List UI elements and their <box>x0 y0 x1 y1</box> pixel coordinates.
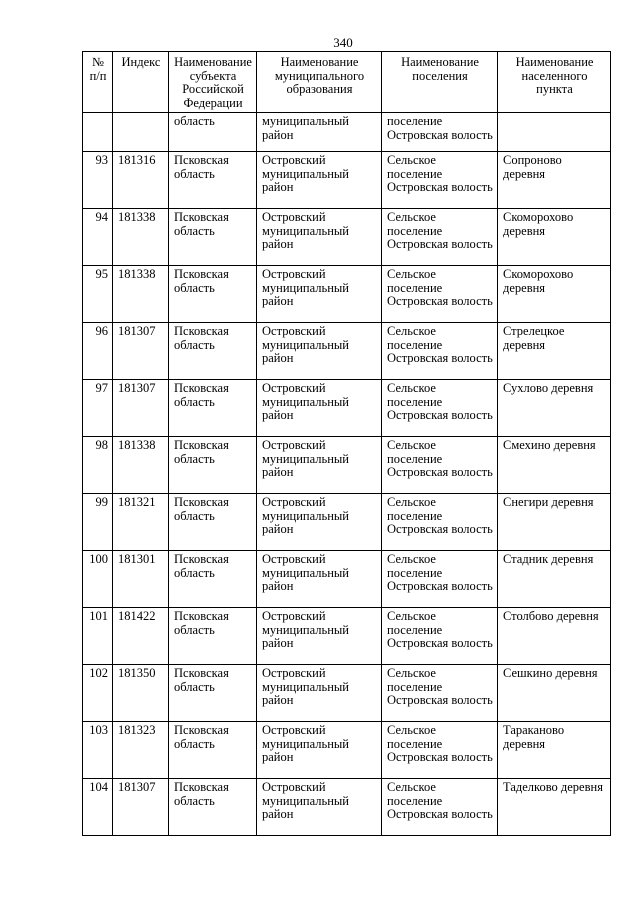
cell-settlement: Сельское поселение Островская волость <box>382 494 498 551</box>
cell-subject: область <box>169 113 257 152</box>
cell-index: 181422 <box>113 608 169 665</box>
table-row <box>83 437 611 494</box>
cell-subject: Псковская область <box>169 494 257 551</box>
cell-settlement: Сельское поселение Островская волость <box>382 665 498 722</box>
cell-number: 96 <box>83 323 113 380</box>
cell-settlement: поселение Островская волость <box>382 113 498 152</box>
cell-number: 101 <box>83 608 113 665</box>
cell-locality: Столбово деревня <box>498 608 611 665</box>
cell-subject: Псковская область <box>169 152 257 209</box>
cell-number: 103 <box>83 722 113 779</box>
cell-subject: Псковская область <box>169 608 257 665</box>
cell-index <box>113 113 169 152</box>
cell-index: 181338 <box>113 266 169 323</box>
cell-subject: Псковская область <box>169 779 257 836</box>
table-row <box>83 266 611 323</box>
cell-municipal: Островский муниципальный район <box>257 209 382 266</box>
cell-settlement: Сельское поселение Островская волость <box>382 608 498 665</box>
header-index: Индекс <box>113 52 169 113</box>
cell-number: 98 <box>83 437 113 494</box>
cell-municipal: Островский муниципальный район <box>257 437 382 494</box>
table-header-row <box>83 52 611 113</box>
cell-municipal: Островский муниципальный район <box>257 152 382 209</box>
cell-municipal: Островский муниципальный район <box>257 722 382 779</box>
cell-locality: Снегири деревня <box>498 494 611 551</box>
cell-settlement: Сельское поселение Островская волость <box>382 722 498 779</box>
cell-number: 95 <box>83 266 113 323</box>
cell-locality <box>498 113 611 152</box>
header-locality: Наименование населенного пункта <box>498 52 611 113</box>
cell-locality: Стрелецкое деревня <box>498 323 611 380</box>
cell-index: 181350 <box>113 665 169 722</box>
table-row <box>83 608 611 665</box>
cell-subject: Псковская область <box>169 209 257 266</box>
cell-subject: Псковская область <box>169 323 257 380</box>
cell-municipal: Островский муниципальный район <box>257 380 382 437</box>
cell-locality: Сопроново деревня <box>498 152 611 209</box>
header-municipal: Наименование муниципального образования <box>257 52 382 113</box>
cell-municipal: Островский муниципальный район <box>257 608 382 665</box>
cell-index: 181316 <box>113 152 169 209</box>
cell-locality: Смехино деревня <box>498 437 611 494</box>
cell-locality: Тараканово деревня <box>498 722 611 779</box>
cell-number: 99 <box>83 494 113 551</box>
cell-number <box>83 113 113 152</box>
cell-index: 181323 <box>113 722 169 779</box>
cell-subject: Псковская область <box>169 551 257 608</box>
settlements-table <box>82 51 611 836</box>
page-number: 340 <box>333 35 353 50</box>
table-row <box>83 722 611 779</box>
table-row <box>83 323 611 380</box>
cell-subject: Псковская область <box>169 437 257 494</box>
cell-number: 93 <box>83 152 113 209</box>
cell-index: 181307 <box>113 380 169 437</box>
cell-municipal: Островский муниципальный район <box>257 551 382 608</box>
header-number: № п/п <box>83 52 113 113</box>
cell-index: 181301 <box>113 551 169 608</box>
cell-number: 97 <box>83 380 113 437</box>
cell-locality: Сухлово деревня <box>498 380 611 437</box>
cell-number: 94 <box>83 209 113 266</box>
cell-municipal: Островский муниципальный район <box>257 779 382 836</box>
table-row <box>83 551 611 608</box>
cell-index: 181307 <box>113 779 169 836</box>
table-row <box>83 380 611 437</box>
cell-index: 181338 <box>113 437 169 494</box>
table-row <box>83 152 611 209</box>
cell-index: 181321 <box>113 494 169 551</box>
table-row <box>83 779 611 836</box>
cell-subject: Псковская область <box>169 266 257 323</box>
cell-locality: Скоморохово деревня <box>498 266 611 323</box>
cell-number: 102 <box>83 665 113 722</box>
cell-municipal: муниципальный район <box>257 113 382 152</box>
cell-subject: Псковская область <box>169 665 257 722</box>
cell-number: 100 <box>83 551 113 608</box>
cell-settlement: Сельское поселение Островская волость <box>382 209 498 266</box>
cell-subject: Псковская область <box>169 380 257 437</box>
cell-index: 181307 <box>113 323 169 380</box>
cell-settlement: Сельское поселение Островская волость <box>382 779 498 836</box>
table-row <box>83 494 611 551</box>
cell-settlement: Сельское поселение Островская волость <box>382 152 498 209</box>
table-row <box>83 209 611 266</box>
cell-settlement: Сельское поселение Островская волость <box>382 323 498 380</box>
cell-settlement: Сельское поселение Островская волость <box>382 266 498 323</box>
cell-settlement: Сельское поселение Островская волость <box>382 551 498 608</box>
cell-municipal: Островский муниципальный район <box>257 266 382 323</box>
cell-locality: Таделково деревня <box>498 779 611 836</box>
cell-subject: Псковская область <box>169 722 257 779</box>
continuation-row <box>83 113 611 152</box>
cell-locality: Скоморохово деревня <box>498 209 611 266</box>
cell-municipal: Островский муниципальный район <box>257 494 382 551</box>
cell-settlement: Сельское поселение Островская волость <box>382 437 498 494</box>
header-settlement: Наименование поселения <box>382 52 498 113</box>
cell-index: 181338 <box>113 209 169 266</box>
header-subject: Наименование субъекта Российской Федерации <box>169 52 257 113</box>
cell-locality: Сешкино деревня <box>498 665 611 722</box>
cell-municipal: Островский муниципальный район <box>257 665 382 722</box>
table-row <box>83 665 611 722</box>
cell-locality: Стадник деревня <box>498 551 611 608</box>
cell-municipal: Островский муниципальный район <box>257 323 382 380</box>
cell-settlement: Сельское поселение Островская волость <box>382 380 498 437</box>
cell-number: 104 <box>83 779 113 836</box>
